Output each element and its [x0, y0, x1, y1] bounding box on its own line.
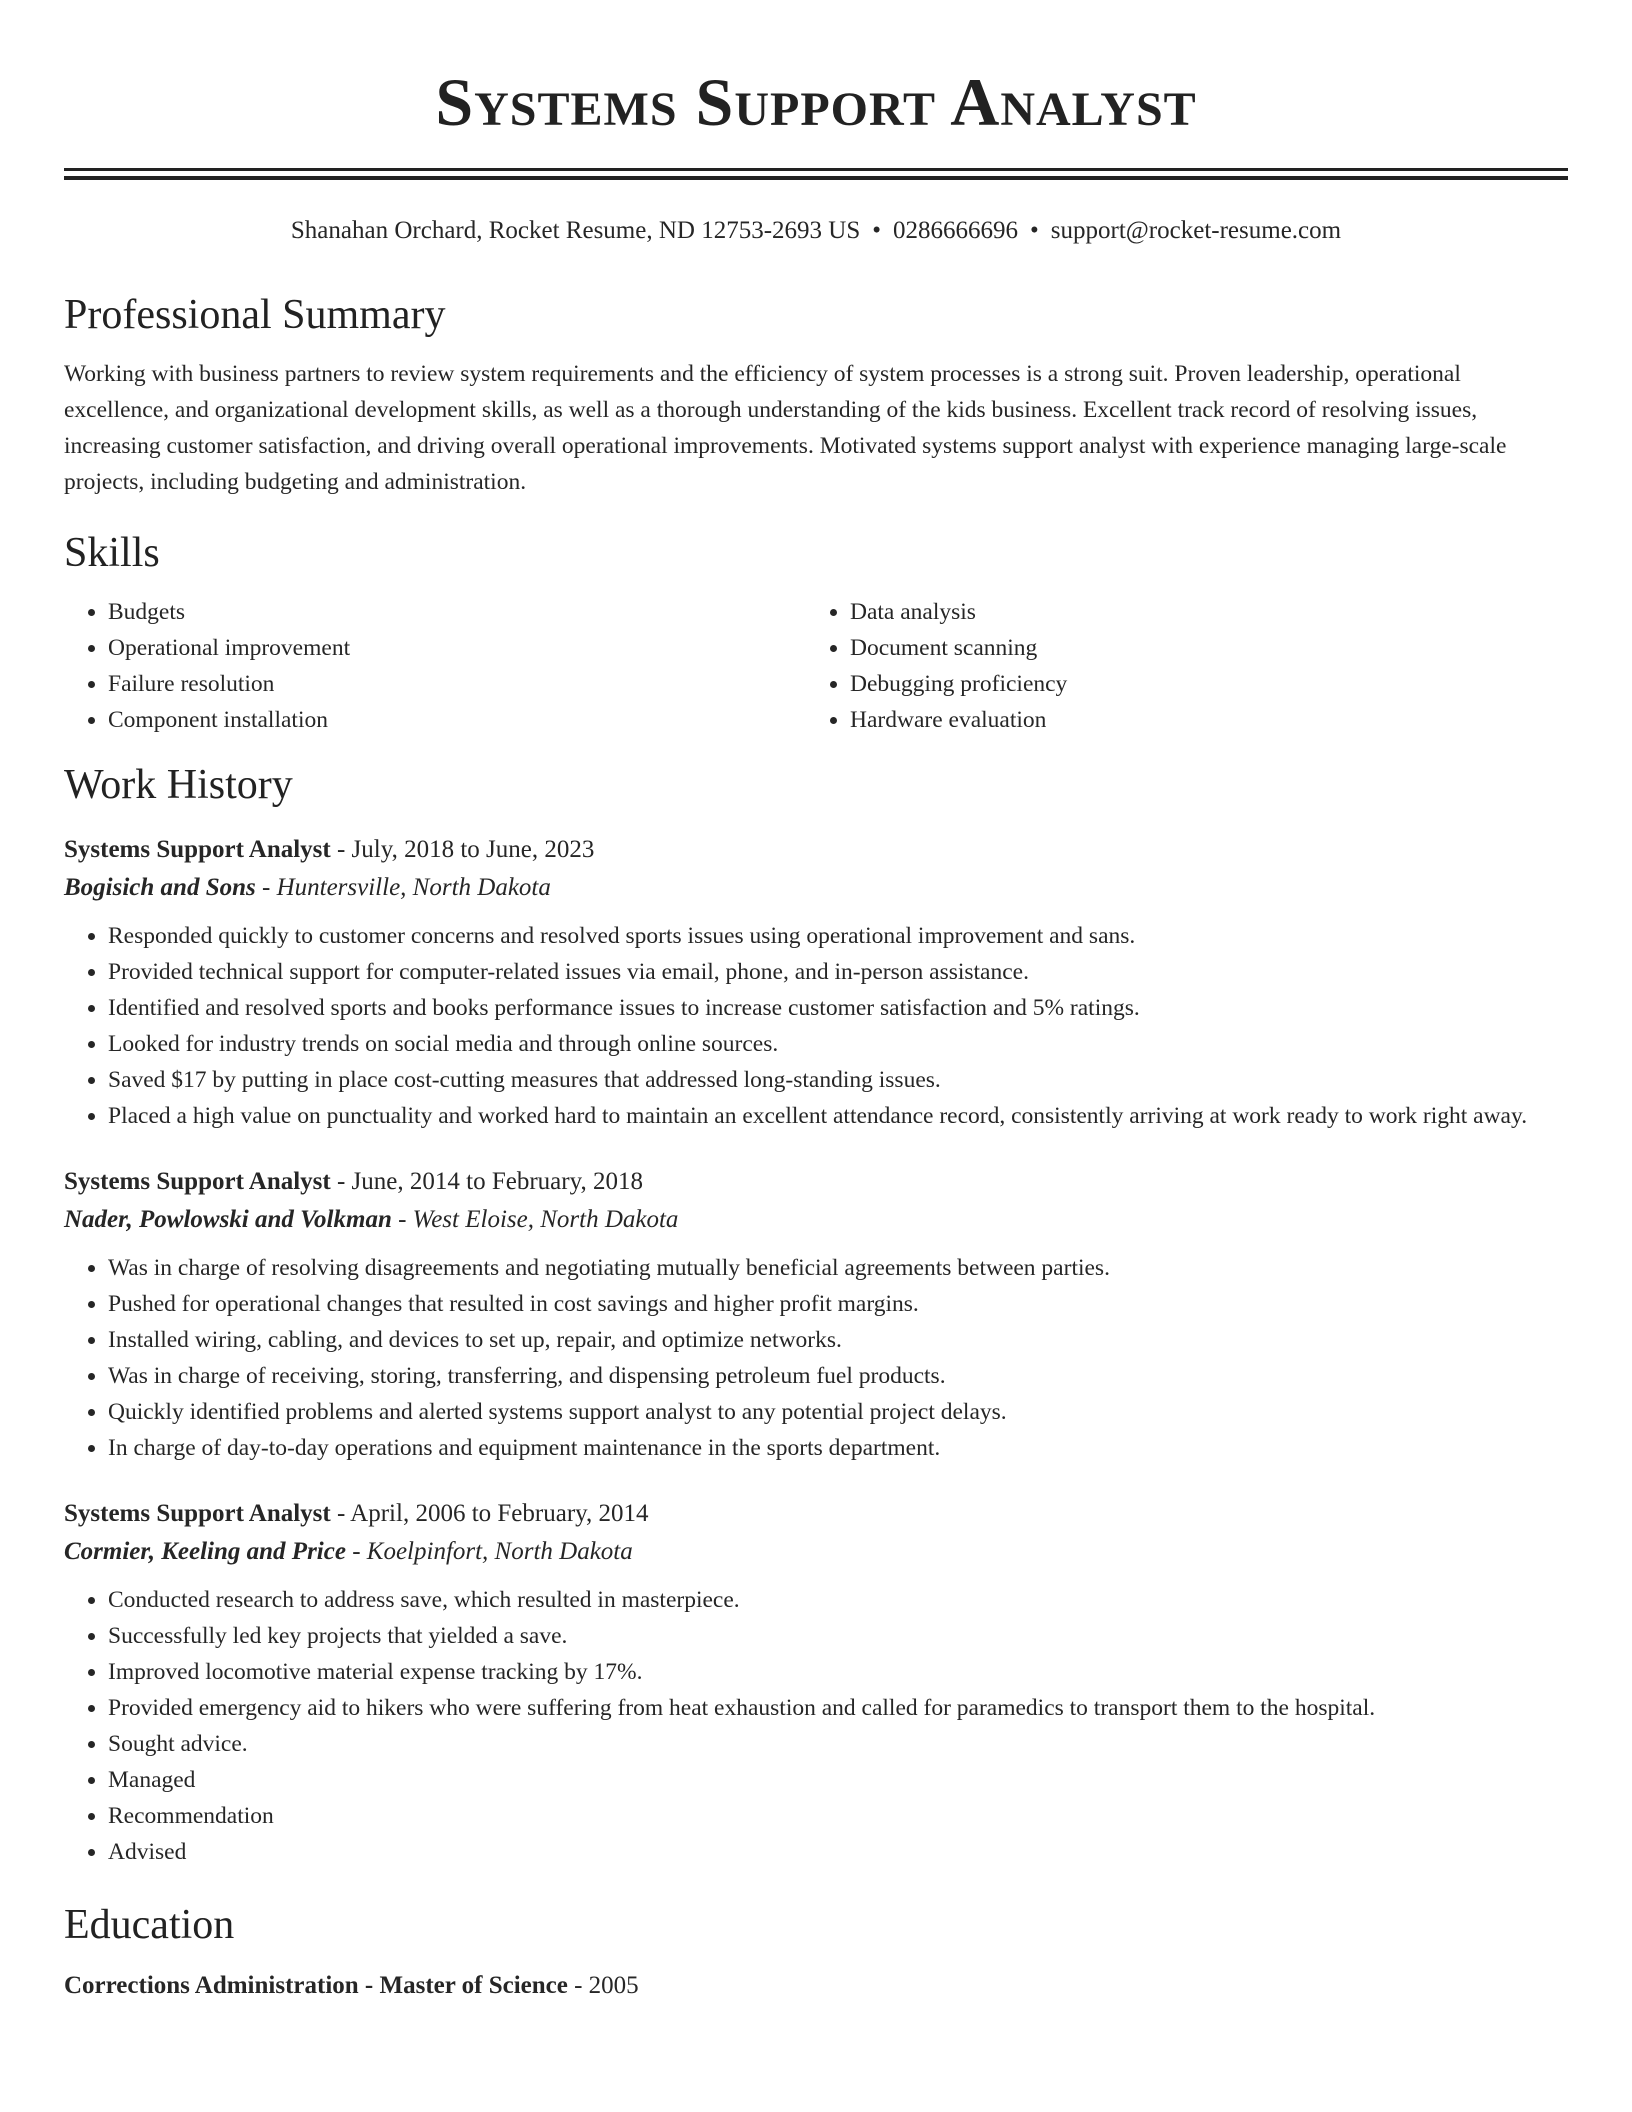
job-entry — [64, 832, 1568, 1134]
job-bullet: • Quickly identified problems and alerted systems support analyst to any potential project delays. — [108, 1394, 1568, 1430]
education-degree: Corrections Administration - Master of Science — [64, 1972, 568, 1999]
job-title: Systems Support Analyst — [64, 1500, 331, 1527]
job-dates: - April, 2006 to February, 2014 — [336, 1500, 649, 1527]
skills-column-left — [64, 594, 806, 738]
job-company-line — [64, 868, 1568, 908]
job-bullet: • Managed — [108, 1762, 1568, 1798]
job-bullet: • Successfully led key projects that yielded a save. — [108, 1618, 1568, 1654]
job-title: Systems Support Analyst — [64, 1168, 331, 1195]
job-location: - West Eloise, North Dakota — [398, 1206, 679, 1233]
job-bullet: • Advised — [108, 1834, 1568, 1870]
skill-item: • Failure resolution — [108, 666, 806, 702]
job-bullets — [64, 918, 1568, 1134]
contact-address: Shanahan Orchard, Rocket Resume, ND 12753-2693 US — [290, 217, 861, 244]
job-bullets — [64, 1250, 1568, 1466]
job-bullets — [64, 1582, 1568, 1870]
title-divider — [64, 168, 1568, 180]
job-entry — [64, 1496, 1568, 1870]
job-bullet: • Recommendation — [108, 1798, 1568, 1834]
skill-item: • Document scanning — [850, 630, 1548, 666]
education-heading: Education — [64, 1902, 235, 1948]
skill-item: • Hardware evaluation — [850, 702, 1548, 738]
skill-item: • Budgets — [108, 594, 806, 630]
contact-phone: 0286666696 — [893, 217, 1019, 244]
skill-item: • Component installation — [108, 702, 806, 738]
job-bullet: • Conducted research to address save, which resulted in masterpiece. — [108, 1582, 1568, 1618]
contact-separator: • — [1030, 217, 1039, 244]
job-title-line — [64, 832, 1568, 868]
job-bullet: • Sought advice. — [108, 1726, 1568, 1762]
job-bullet: • Provided emergency aid to hikers who were suffering from heat exhaustion and called for paramedics to transport them to the hospital. — [108, 1690, 1568, 1726]
job-location: - Koelpinfort, North Dakota — [352, 1538, 633, 1565]
contact-separator: • — [872, 217, 882, 244]
education-entry — [64, 1968, 1568, 2004]
job-bullet: • Placed a high value on punctuality and worked hard to maintain an excellent attendance record, consistently arriving at work ready to work right away. — [108, 1098, 1568, 1134]
job-bullet: • Looked for industry trends on social media and through online sources. — [108, 1026, 1568, 1062]
job-company: Cormier, Keeling and Price — [64, 1538, 346, 1565]
job-location: - Huntersville, North Dakota — [262, 874, 551, 901]
skills-column-right — [806, 594, 1548, 738]
work-history-heading: Work History — [64, 762, 293, 808]
skill-item: • Data analysis — [850, 594, 1548, 630]
job-bullet: • Identified and resolved sports and books performance issues to increase customer satisfaction and 5% ratings. — [108, 990, 1568, 1026]
job-bullet: • Provided technical support for computer-related issues via email, phone, and in-person assistance. — [108, 954, 1568, 990]
job-title-line — [64, 1164, 1568, 1200]
education-year: - 2005 — [574, 1972, 639, 1999]
skill-item: • Debugging proficiency — [850, 666, 1548, 702]
job-dates: - June, 2014 to February, 2018 — [336, 1168, 643, 1195]
contact-email: support@rocket-resume.com — [1050, 217, 1342, 244]
job-company-line — [64, 1200, 1568, 1240]
resume-title: Systems Support Analyst — [435, 64, 1197, 140]
job-title-line — [64, 1496, 1568, 1532]
job-entry — [64, 1164, 1568, 1466]
job-title: Systems Support Analyst — [64, 836, 331, 863]
skills-heading: Skills — [64, 530, 160, 576]
job-bullet: • Was in charge of receiving, storing, transferring, and dispensing petroleum fuel products. — [108, 1358, 1568, 1394]
job-bullet: • Saved $17 by putting in place cost-cutting measures that addressed long-standing issues. — [108, 1062, 1568, 1098]
summary-heading: Professional Summary — [64, 292, 446, 338]
job-bullet: • Pushed for operational changes that resulted in cost savings and higher profit margins. — [108, 1286, 1568, 1322]
job-company: Nader, Powlowski and Volkman — [64, 1206, 392, 1233]
job-bullet: • Improved locomotive material expense tracking by 17%. — [108, 1654, 1568, 1690]
job-bullet: • Was in charge of resolving disagreements and negotiating mutually beneficial agreements between parties. — [108, 1250, 1568, 1286]
job-dates: - July, 2018 to June, 2023 — [336, 836, 595, 863]
job-bullet: • Installed wiring, cabling, and devices to set up, repair, and optimize networks. — [108, 1322, 1568, 1358]
skill-item: • Operational improvement — [108, 630, 806, 666]
job-company: Bogisich and Sons — [64, 874, 256, 901]
job-company-line — [64, 1532, 1568, 1572]
job-bullet: • In charge of day-to-day operations and equipment maintenance in the sports department. — [108, 1430, 1568, 1466]
contact-line — [64, 216, 1568, 246]
summary-text: Working with business partners to review system requirements and the efficiency of system processes is a strong suit. Proven leadership, operational excellence, and organizational development skills, as well as a thorough understanding of the kids business. Excellent track record of resolving issues, increasing customer satisfaction, and driving overall operational improvements. Motivated systems support analyst with experience managing large-scale projects, including budgeting and administration. — [64, 361, 1507, 495]
skills-list — [64, 594, 1568, 738]
job-bullet: • Responded quickly to customer concerns and resolved sports issues using operational improvement and sans. — [108, 918, 1568, 954]
